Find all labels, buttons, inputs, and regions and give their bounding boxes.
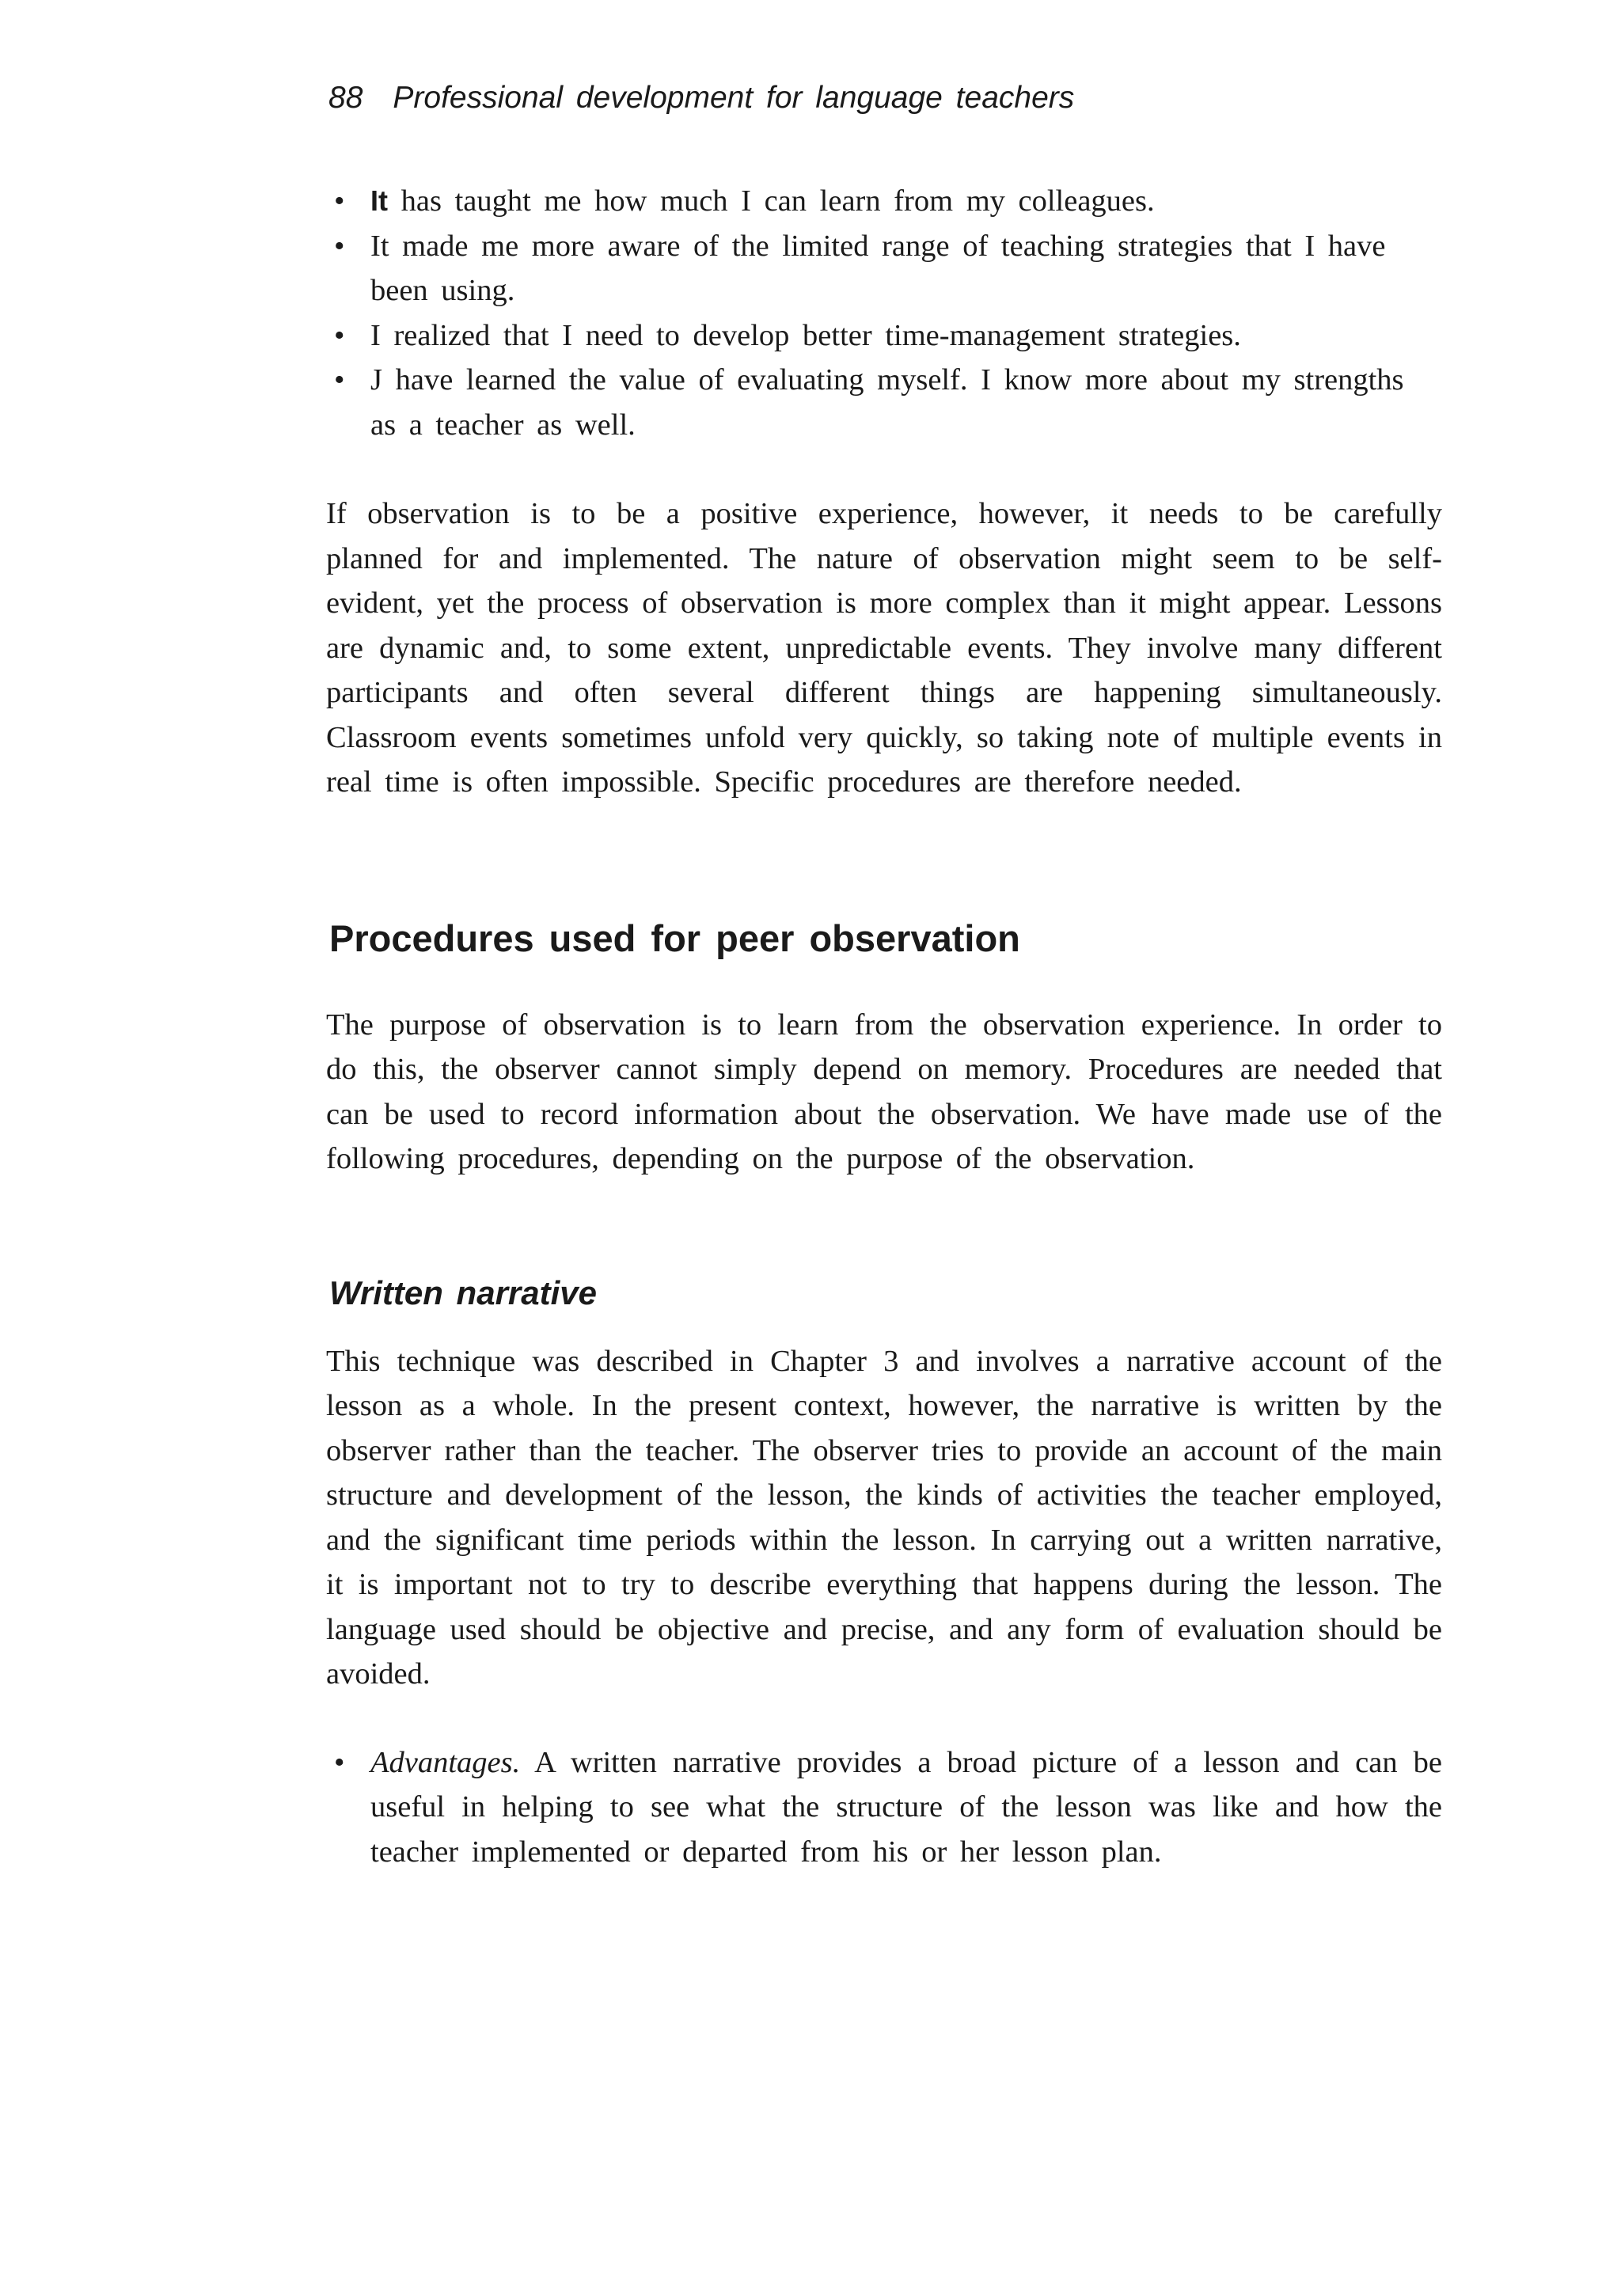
list-item <box>326 358 1442 447</box>
list-item <box>326 313 1442 359</box>
list-item <box>326 1740 1442 1875</box>
list-item <box>326 179 1442 224</box>
list-item-text: It made me more aware of the limited range of teaching strategies that I have been using. <box>370 229 1386 307</box>
advantages-term: Advantages. <box>370 1745 521 1779</box>
bullet-list-advantages <box>326 1740 1442 1875</box>
page-body <box>326 179 1442 1874</box>
section-heading: Procedures used for peer observation <box>329 917 1020 959</box>
running-head <box>328 81 1074 116</box>
list-item <box>326 224 1442 313</box>
paragraph-written-narrative: This technique was described in Chapter 3 and involves a narrative account of the lesson as a whole. In the present context, however, the narrative is written by the observer rather than the teacher. The observer tries to provide an account of the main structure and development of the lesson, the kinds of activities the teacher employed, and the significant time periods within the lesson. In carrying out a written narrative, it is important not to try to describe everything that happens during the lesson. The language used should be objective and precise, and any form of evaluation should be avoided. <box>326 1344 1442 1691</box>
bullet-icon: • <box>334 184 345 218</box>
list-item-text: I realized that I need to develop better time-management strategies. <box>370 318 1241 352</box>
paragraph-purpose: The purpose of observation is to learn from the observation experience. In order to do this, the observer cannot simply depend on memory. Procedures are needed that can be used to record information about the observation. We have made use of the following procedures, depending on the purpose of the observation. <box>326 1008 1442 1175</box>
running-head-title: Professional development for language teachers <box>393 81 1075 115</box>
sub-heading: Written narrative <box>329 1273 597 1311</box>
bullet-icon: • <box>334 229 345 263</box>
advantages-text: A written narrative provides a broad picture of a lesson and can be useful in helping to see what the structure of the lesson was like and how the teacher implemented or departed from his or her lesson plan. <box>370 1745 1442 1869</box>
paragraph-observation: If observation is to be a positive experience, however, it needs to be carefully planned for and implemented. The nature of observation might seem to be self-evident, yet the process of observation is more complex than it might appear. Lessons are dynamic and, to some extent, unpredictable events. They involve many different participants and often several different things are happening simultaneously. Classroom events sometimes unfold very quickly, so taking note of multiple events in real time is often impossible. Specific procedures are therefore needed. <box>326 497 1442 799</box>
bullet-icon: • <box>334 318 345 352</box>
bullet-list-benefits <box>326 179 1442 447</box>
bullet-icon: • <box>334 363 345 397</box>
bullet-icon: • <box>334 1745 345 1779</box>
page-number: 88 <box>328 81 363 115</box>
list-item-lead: It <box>370 184 388 217</box>
list-item-text: J have learned the value of evaluating myself. I know more about my strengths as a teacher as well. <box>370 363 1404 442</box>
list-item-text: has taught me how much I can learn from my colleagues. <box>401 184 1155 218</box>
